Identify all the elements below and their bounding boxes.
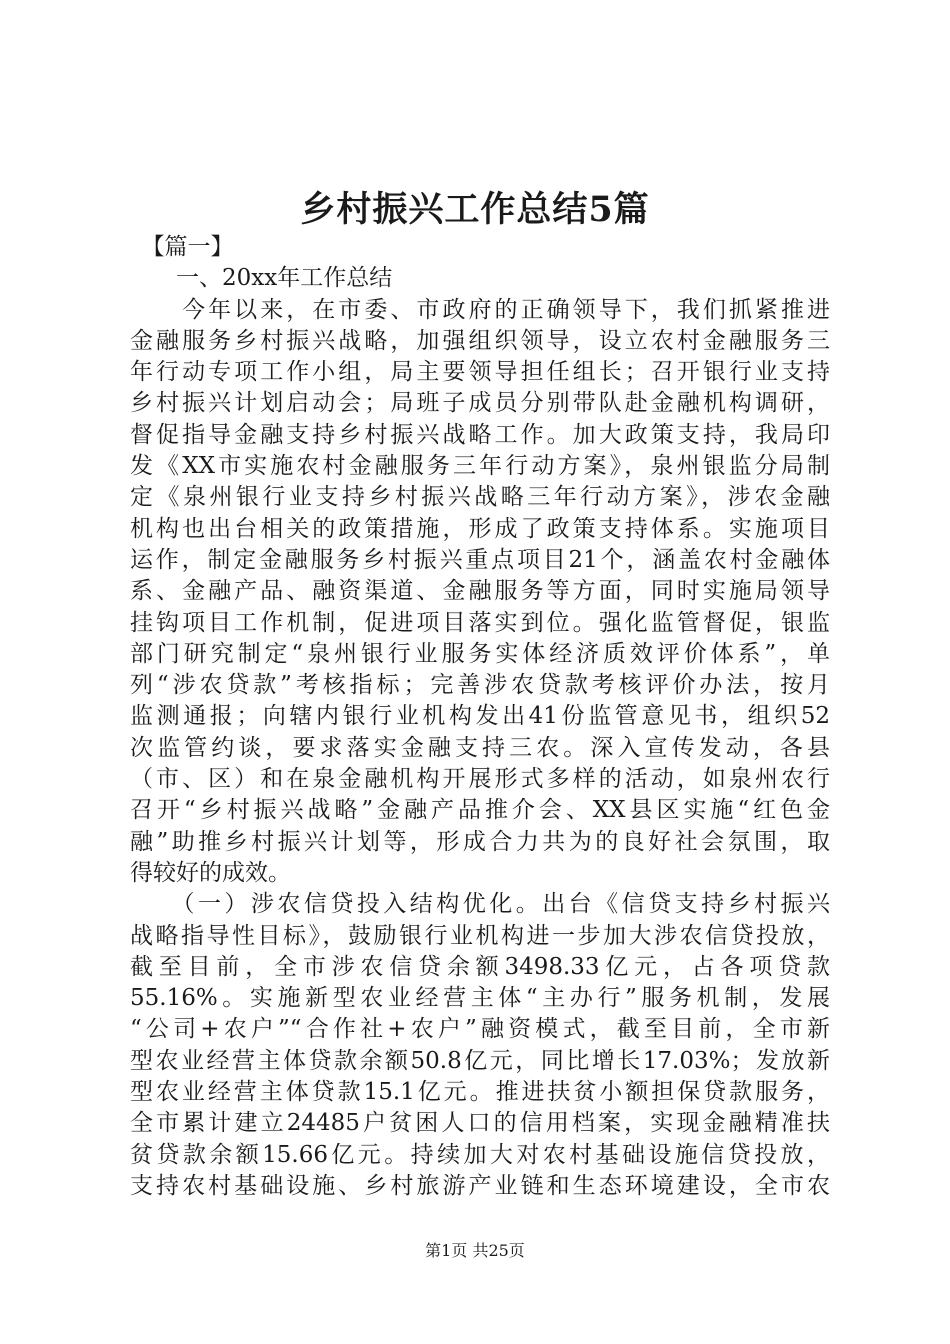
page-number: 第1页 共25页 xyxy=(425,1241,525,1260)
body-line: 列“涉农贷款”考核指标；完善涉农贷款考核评价办法，按月 xyxy=(130,672,830,699)
body-line: 次监管约谈，要求落实金融支持三农。深入宣传发动，各县 xyxy=(130,734,830,761)
body-line: 支持农村基础设施、乡村旅游产业链和生态环境建设，全市农 xyxy=(130,1172,830,1199)
body-line: “公司+农户”“合作社+农户”融资模式，截至目前，全市新 xyxy=(130,1016,830,1043)
body-line: 55.16%。实施新型农业经营主体“主办行”服务机制，发展 xyxy=(130,985,830,1012)
body-line: 运作，制定金融服务乡村振兴重点项目21个，涵盖农村金融体 xyxy=(130,546,830,573)
body-line: 全市累计建立24485户贫困人口的信用档案，实现金融精准扶 xyxy=(130,1110,830,1137)
document-title: 乡村振兴工作总结5篇 xyxy=(300,189,650,230)
body-line: 型农业经营主体贷款15.1亿元。推进扶贫小额担保贷款服务， xyxy=(130,1079,830,1106)
body-line: 截至目前，全市涉农信贷余额3498.33亿元，占各项贷款 xyxy=(130,953,830,980)
body-line: 机构也出台相关的政策措施，形成了政策支持体系。实施项目 xyxy=(130,515,830,542)
body-line: 乡村振兴计划启动会；局班子成员分别带队赴金融机构调研， xyxy=(130,390,830,417)
document-body xyxy=(130,232,830,1202)
body-line: （一）涉农信贷投入结构优化。出台《信贷支持乡村振兴 xyxy=(130,891,830,918)
body-line: 战略指导性目标》，鼓励银行业机构进一步加大涉农信贷投放， xyxy=(130,922,830,949)
body-line: （市、区）和在泉金融机构开展形式多样的活动，如泉州农行 xyxy=(130,766,830,793)
body-line: 系、金融产品、融资渠道、金融服务等方面，同时实施局领导 xyxy=(130,578,830,605)
body-line: 贫贷款余额15.66亿元。持续加大对农村基础设施信贷投放， xyxy=(130,1141,830,1168)
body-line: 挂钩项目工作机制，促进项目落实到位。强化监管督促，银监 xyxy=(130,609,830,636)
body-line: 融”助推乡村振兴计划等，形成合力共为的良好社会氛围，取 xyxy=(130,828,830,855)
body-line: 得较好的成效。 xyxy=(130,859,291,886)
body-line: 发《XX市实施农村金融服务三年行动方案》，泉州银监分局制 xyxy=(130,453,830,480)
body-line: 定《泉州银行业支持乡村振兴战略三年行动方案》，涉农金融 xyxy=(130,484,830,511)
body-line: 型农业经营主体贷款余额50.8亿元，同比增长17.03%；发放新 xyxy=(130,1047,830,1074)
body-line: 监测通报；向辖内银行业机构发出41份监管意见书，组织52 xyxy=(130,703,830,730)
body-line: 召开“乡村振兴战略”金融产品推介会、XX县区实施“红色金 xyxy=(130,797,830,824)
body-line: 金融服务乡村振兴战略，加强组织领导，设立农村金融服务三 xyxy=(130,327,830,354)
body-line: 年行动专项工作小组，局主要领导担任组长；召开银行业支持 xyxy=(130,359,830,386)
subsection-heading: 一、20xx年工作总结 xyxy=(130,265,393,292)
body-line: 今年以来，在市委、市政府的正确领导下，我们抓紧推进 xyxy=(130,296,830,323)
body-line: 部门研究制定“泉州银行业服务实体经济质效评价体系”，单 xyxy=(130,640,830,667)
body-line: 督促指导金融支持乡村振兴战略工作。加大政策支持，我局印 xyxy=(130,421,830,448)
section-heading: 【篇一】 xyxy=(130,234,234,260)
